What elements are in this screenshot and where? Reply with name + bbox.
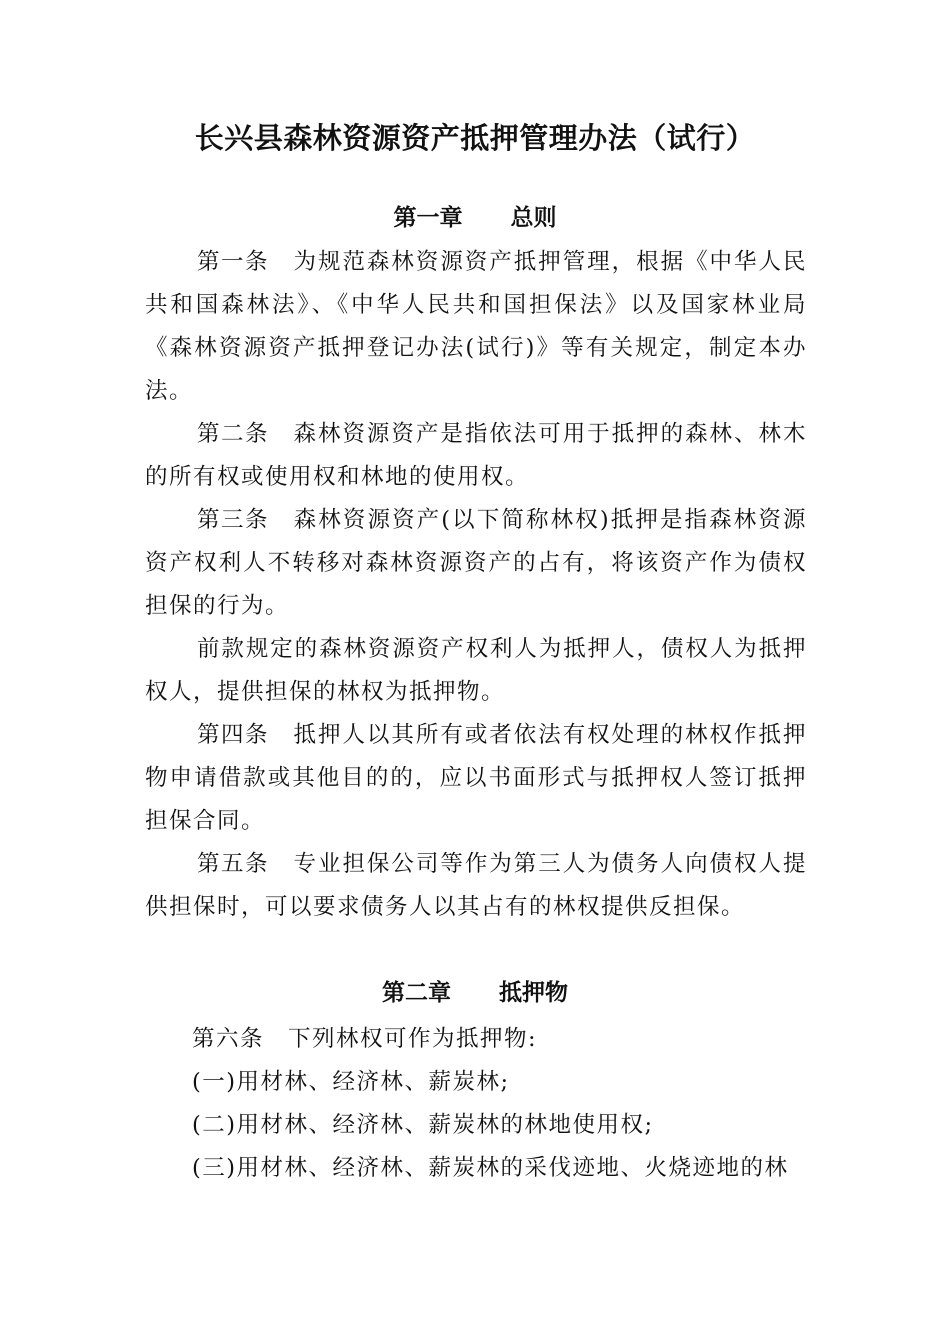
article-paragraph xyxy=(145,843,807,929)
chapter-name: 总则 xyxy=(510,205,557,231)
chapter-number: 第一章 xyxy=(393,205,463,231)
article-paragraph xyxy=(192,1018,807,1061)
article-paragraph xyxy=(145,241,807,413)
chapter-heading-2 xyxy=(0,976,950,1010)
document-title: 长兴县森林资源资产抵押管理办法（试行） xyxy=(194,121,756,155)
article-paragraph xyxy=(145,413,807,499)
article-text: 下列林权可作为抵押物: xyxy=(288,1026,538,1052)
chapter-1-body xyxy=(145,241,807,929)
article-paragraph xyxy=(145,499,807,628)
article-text: 为规范森林资源资产抵押管理，根据《中华人民共和国森林法》、《中华人民共和国担保法》以及国家林业局《森林资源资产抵押登记办法(试行)》等有关规定，制定本办法。 xyxy=(145,249,807,404)
article-text: 专业担保公司等作为第三人为债务人向债权人提供担保时，可以要求债务人以其占有的林权提供反担保。 xyxy=(145,851,807,920)
article-text: 森林资源资产是指依法可用于抵押的森林、林木的所有权或使用权和林地的使用权。 xyxy=(145,421,807,490)
article-label: 第五条 xyxy=(197,851,270,877)
list-item: (一)用材林、经济林、薪炭林; xyxy=(192,1069,510,1095)
article-paragraph xyxy=(145,628,807,714)
article-label: 第六条 xyxy=(192,1026,265,1052)
article-label: 第四条 xyxy=(197,722,270,748)
list-item: (三)用材林、经济林、薪炭林的采伐迹地、火烧迹地的林 xyxy=(192,1155,789,1181)
list-item: (二)用材林、经济林、薪炭林的林地使用权; xyxy=(192,1112,654,1138)
article-paragraph xyxy=(145,714,807,843)
chapter-2-body xyxy=(192,1018,807,1190)
article-text: 森林资源资产(以下简称林权)抵押是指森林资源资产权利人不转移对森林资源资产的占有，将该资产作为债权担保的行为。 xyxy=(145,507,807,619)
article-label: 第一条 xyxy=(197,249,270,275)
chapter-number: 第二章 xyxy=(382,980,451,1006)
article-text: 前款规定的森林资源资产权利人为抵押人，债权人为抵押权人，提供担保的林权为抵押物。 xyxy=(145,636,807,705)
article-text: 抵押人以其所有或者依法有权处理的林权作抵押物申请借款或其他目的的，应以书面形式与抵押权人签订抵押担保合同。 xyxy=(145,722,807,834)
article-label: 第二条 xyxy=(197,421,270,447)
chapter-heading-1 xyxy=(0,201,950,235)
chapter-name: 抵押物 xyxy=(499,980,568,1006)
article-label: 第三条 xyxy=(197,507,270,533)
